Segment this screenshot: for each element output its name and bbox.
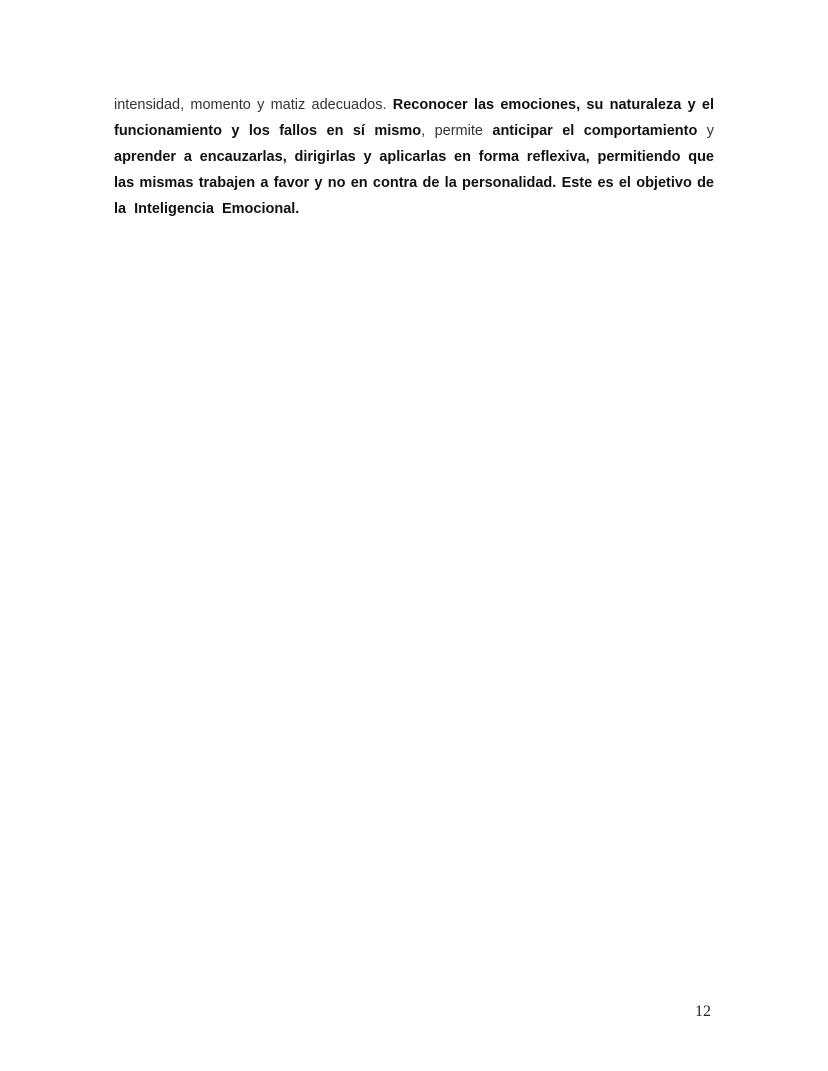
text-bold: Reconocer las emociones, su naturaleza y el [392,97,714,113]
text-regular: intensidad, momento y matiz adecuados. [114,97,387,113]
text-regular: , permite [421,123,483,139]
page-number: 12 [695,1003,711,1020]
text-bold: aprender a encauzarlas, dirigirlas y aplicarlas en forma reflexiva, permitiendo que [114,149,714,165]
paragraph-line-2 [114,118,714,144]
paragraph-line-3 [114,144,714,170]
paragraph-line-5 [114,196,714,222]
text-regular: y [706,123,715,139]
text-bold: la Inteligencia Emocional. [114,201,300,217]
text-bold: anticipar el comportamiento [492,123,698,139]
text-bold: funcionamiento y los fallos en sí mismo [114,123,422,139]
paragraph-line-4 [114,170,714,196]
text-bold: las mismas trabajen a favor y no en contra de la personalidad. Este es el objetivo de [114,175,714,191]
body-paragraph [114,92,714,222]
paragraph-line-1 [114,92,714,118]
